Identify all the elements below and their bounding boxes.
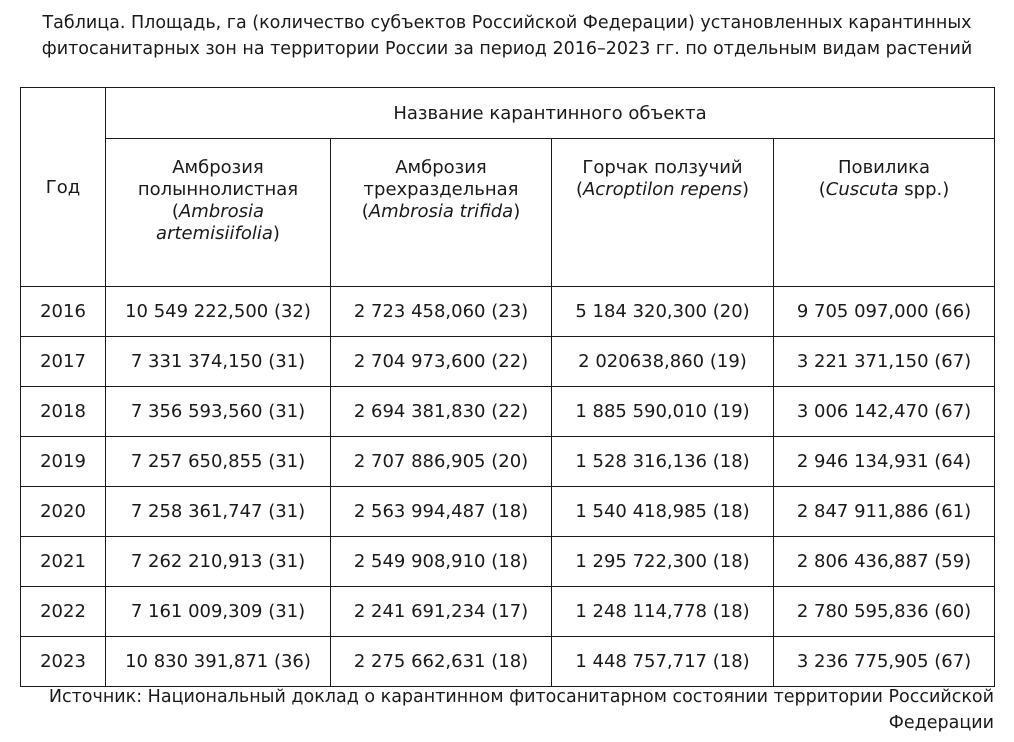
value-cell: 7 356 593,560 (31) [106,387,331,437]
year-cell: 2018 [21,387,106,437]
value-cell: 2 694 381,830 (22) [331,387,552,437]
table-row [21,587,995,637]
value-cell: 1 540 418,985 (18) [552,487,774,537]
column-header-ambrosia-artemisiifolia [106,139,331,287]
value-cell: 2 707 886,905 (20) [331,437,552,487]
value-cell: 1 248 114,778 (18) [552,587,774,637]
column-header-name: Горчак ползучий [582,157,743,178]
latin-close: ) [513,201,521,222]
year-cell: 2023 [21,637,106,687]
column-header-name: Повилика [838,157,930,178]
value-cell: 2 563 994,487 (18) [331,487,552,537]
year-cell: 2021 [21,537,106,587]
value-cell: 1 295 722,300 (18) [552,537,774,587]
value-cell: 7 258 361,747 (31) [106,487,331,537]
column-header-latin: Ambrosia artemisiifolia [156,201,273,244]
quarantine-zones-table [20,87,995,687]
value-cell: 3 221 371,150 (67) [774,337,995,387]
value-cell: 10 549 222,500 (32) [106,287,331,337]
column-header-latin: Ambrosia trifida [368,201,514,222]
latin-open: ( [361,201,369,222]
quarantine-object-group-header: Название карантинного объекта [106,88,995,139]
value-cell: 2 549 908,910 (18) [331,537,552,587]
value-cell: 7 262 210,913 (31) [106,537,331,587]
value-cell: 7 257 650,855 (31) [106,437,331,487]
column-header-cuscuta [774,139,995,287]
value-cell: 2 704 973,600 (22) [331,337,552,387]
year-column-header: Год [21,88,106,287]
column-header-ambrosia-trifida [331,139,552,287]
column-header-name: Амброзия трехраздельная [363,157,519,200]
value-cell: 7 331 374,150 (31) [106,337,331,387]
value-cell: 1 448 757,717 (18) [552,637,774,687]
value-cell: 1 885 590,010 (19) [552,387,774,437]
value-cell: 2 946 134,931 (64) [774,437,995,487]
table-row [21,437,995,487]
latin-close: spp.) [898,179,950,200]
value-cell: 2 847 911,886 (61) [774,487,995,537]
latin-close: ) [742,179,750,200]
value-cell: 3 236 775,905 (67) [774,637,995,687]
value-cell: 3 006 142,470 (67) [774,387,995,437]
latin-open: ( [575,179,583,200]
value-cell: 2 806 436,887 (59) [774,537,995,587]
table-row [21,287,995,337]
column-header-latin: Cuscuta [825,179,899,200]
latin-open: ( [171,201,179,222]
value-cell: 2 241 691,234 (17) [331,587,552,637]
value-cell: 2 780 595,836 (60) [774,587,995,637]
column-header-acroptilon-repens [552,139,774,287]
latin-open: ( [818,179,826,200]
value-cell: 2 275 662,631 (18) [331,637,552,687]
table-row [21,337,995,387]
value-cell: 5 184 320,300 (20) [552,287,774,337]
table-caption: Таблица. Площадь, га (количество субъектов Российской Федерации) установленных карантинных фитосанитарных зон на территории России за период 2016–2023 гг. по отдельным видам растений [41,13,973,59]
value-cell: 1 528 316,136 (18) [552,437,774,487]
value-cell: 2 723 458,060 (23) [331,287,552,337]
column-header-latin: Acroptilon repens [582,179,742,200]
year-cell: 2020 [21,487,106,537]
column-header-name: Амброзия полыннолистная [137,157,299,200]
source-note: Источник: Национальный доклад о карантинном фитосанитарном состоянии территории Российской Федерации [48,687,994,733]
table-body [21,287,995,687]
year-cell: 2016 [21,287,106,337]
year-cell: 2017 [21,337,106,387]
year-cell: 2022 [21,587,106,637]
value-cell: 9 705 097,000 (66) [774,287,995,337]
table-row [21,487,995,537]
table-row [21,387,995,437]
value-cell: 7 161 009,309 (31) [106,587,331,637]
table-row [21,537,995,587]
year-cell: 2019 [21,437,106,487]
value-cell: 10 830 391,871 (36) [106,637,331,687]
table-row [21,637,995,687]
latin-close: ) [272,223,280,244]
value-cell: 2 020638,860 (19) [552,337,774,387]
